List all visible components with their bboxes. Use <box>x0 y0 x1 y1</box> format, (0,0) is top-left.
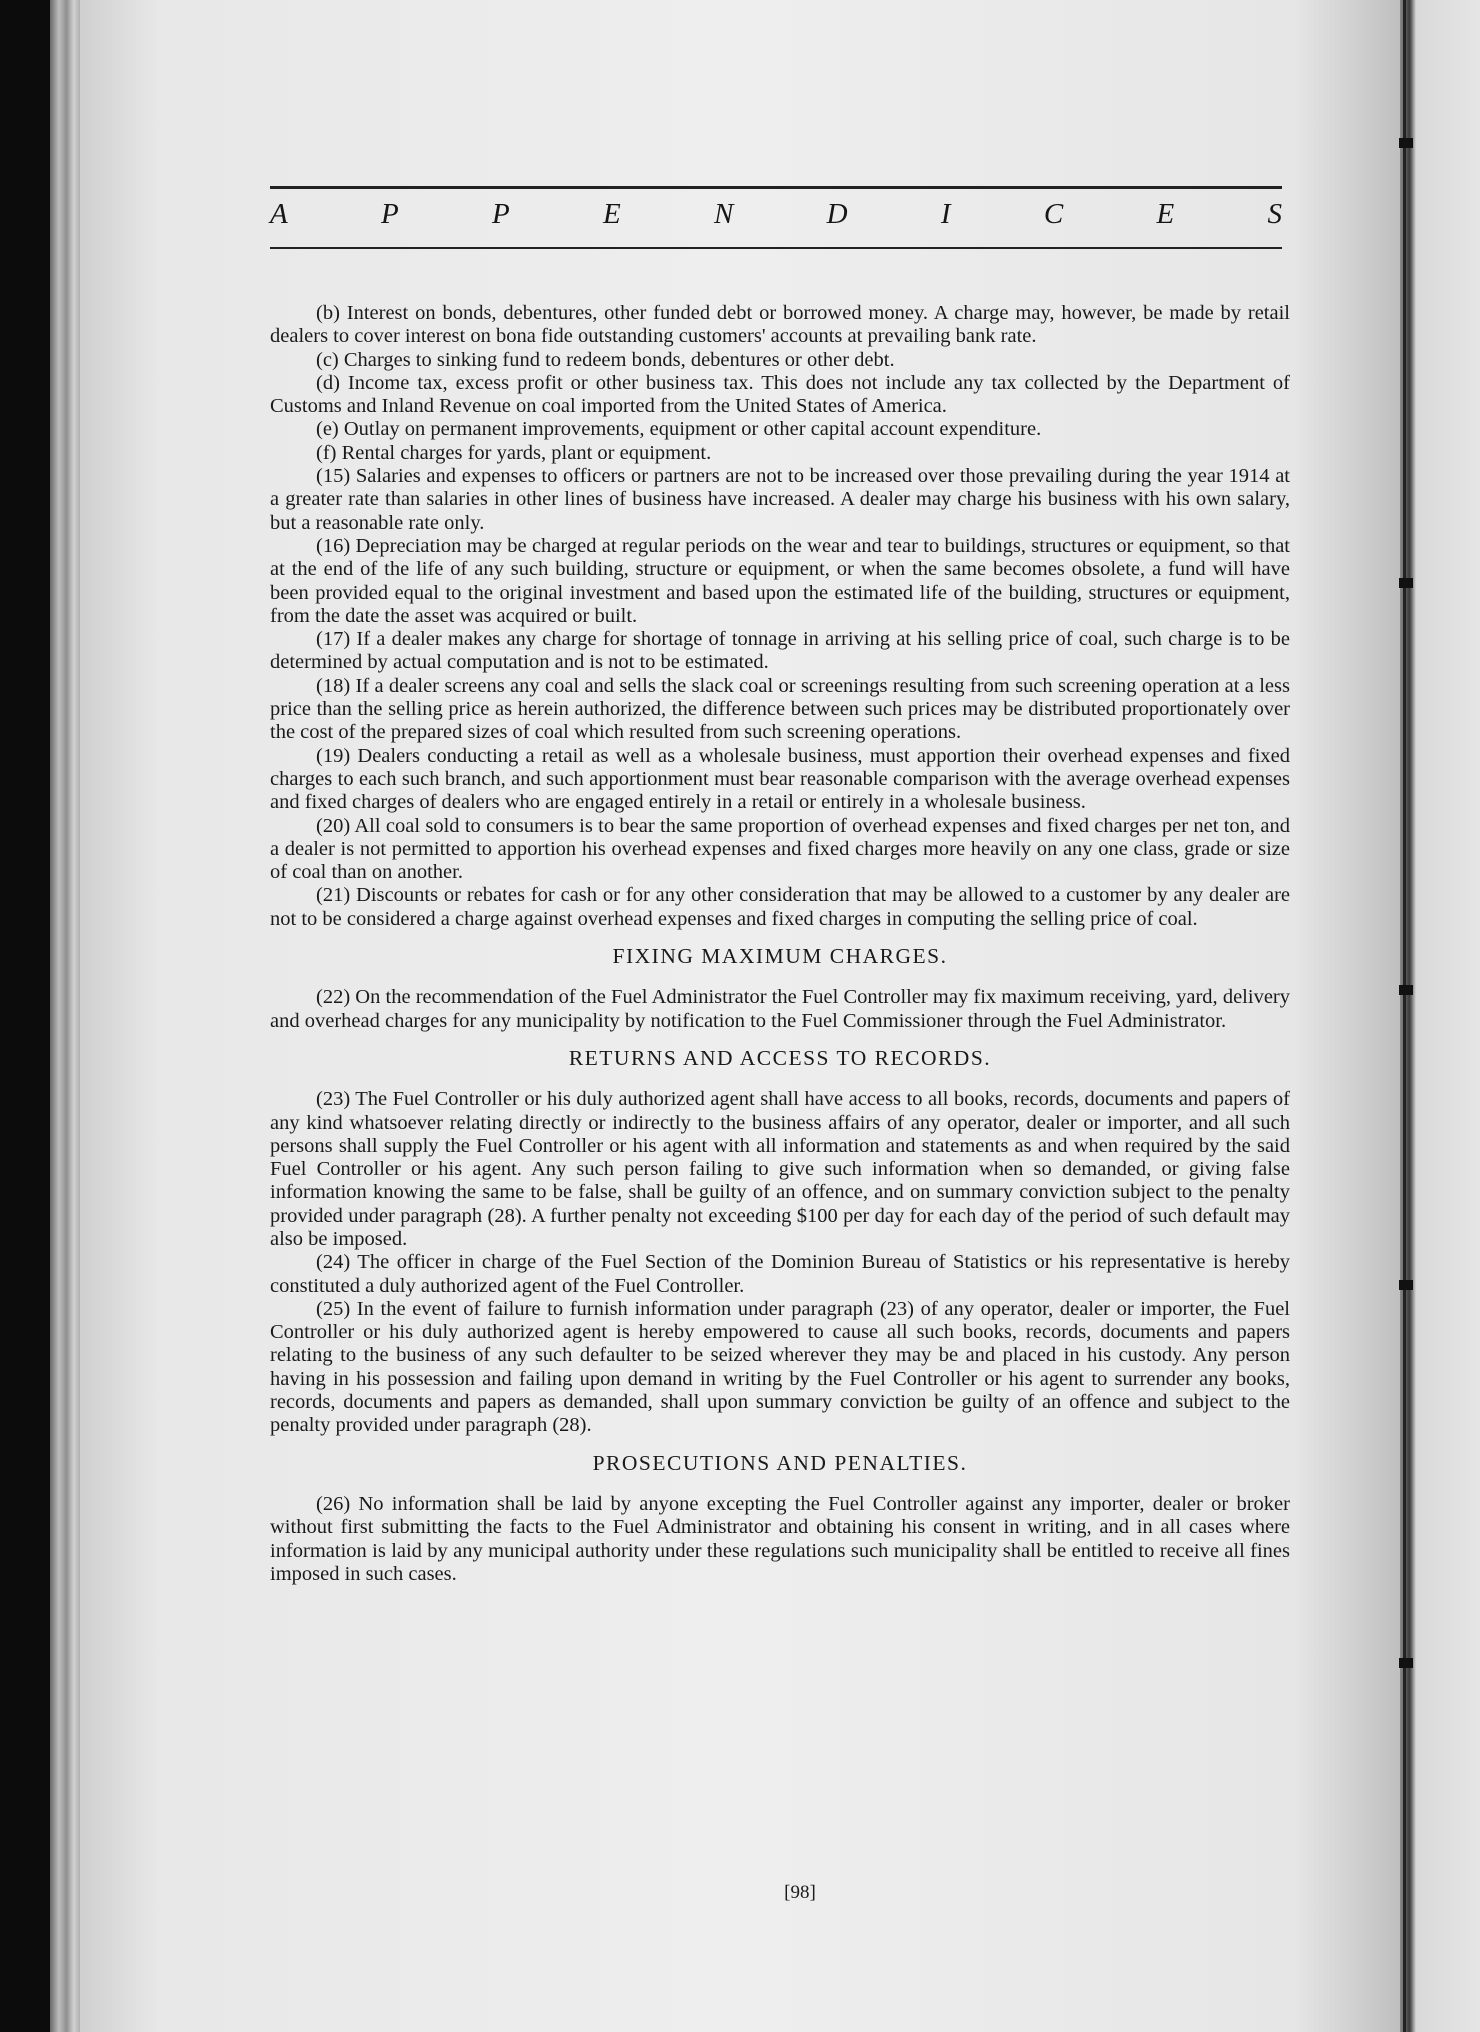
header-letter: E <box>1156 198 1175 230</box>
paragraph-18: (18) If a dealer screens any coal and sells the slack coal or screenings resulting from such screening operation at a less price than the selling price as herein authorized, the difference between such prices may be distributed proportionately over the cost of the prepared sizes of coal which resulted from such screening operations. <box>270 674 1290 744</box>
paragraph-c: (c) Charges to sinking fund to redeem bonds, debentures or other debt. <box>316 348 895 371</box>
header-letter: P <box>492 198 510 230</box>
facing-page-edge <box>1400 0 1480 2032</box>
binding-tab <box>1399 138 1413 148</box>
page-edges <box>50 0 80 2032</box>
paragraph-21: (21) Discounts or rebates for cash or for any other consideration that may be allowed to a customer by any dealer are not to be considered a charge against overhead expenses and fixed charges in computing the selling price of coal. <box>270 884 1290 930</box>
header-letter: S <box>1267 198 1282 230</box>
paragraph-f: (f) Rental charges for yards, plant or equipment. <box>316 441 712 464</box>
section-heading-prosecutions: PROSECUTIONS AND PENALTIES. <box>592 1450 968 1475</box>
paragraph-17: (17) If a dealer makes any charge for shortage of tonnage in arriving at his selling price of coal, such charge is to be determined by actual computation and is not to be estimated. <box>270 628 1290 674</box>
header-letter: N <box>714 198 734 230</box>
body-text <box>270 302 1290 1586</box>
binding-tab <box>1399 1280 1413 1290</box>
binding-tab <box>1399 1658 1413 1668</box>
paragraph-19: (19) Dealers conducting a retail as well as a wholesale business, must apportion their overhead expenses and fixed charges to each such branch, and such apportionment must bear reasonable comparison with the average overhead expenses and fixed charges of dealers who are engaged entirely in a retail or entirely in a wholesale business. <box>270 744 1290 814</box>
section-heading-returns: RETURNS AND ACCESS TO RECORDS. <box>568 1045 992 1070</box>
header-letter: I <box>940 198 951 230</box>
paragraph-16: (16) Depreciation may be charged at regular periods on the wear and tear to buildings, structures or equipment, so that at the end of the life of any such building, structure or equipment, or when the same becomes obsolete, a fund will have been provided equal to the original investment and based upon the estimated life of the building, structures or equipment, from the date the asset was acquired or built. <box>270 534 1290 627</box>
page-number: [98] <box>784 1882 816 1903</box>
gutter-line <box>1403 0 1406 2032</box>
binding-tab <box>1399 578 1413 588</box>
paragraph-e: (e) Outlay on permanent improvements, equipment or other capital account expenditure. <box>316 418 1042 441</box>
paragraph-20: (20) All coal sold to consumers is to bear the same proportion of overhead expenses and fixed charges per net ton, and a dealer is not permitted to apportion his overhead expenses and fixed charges more heavily on any one class, grade or size of coal than on another. <box>270 814 1290 884</box>
header-rule-top <box>270 186 1282 189</box>
section-heading-fixing: FIXING MAXIMUM CHARGES. <box>612 944 948 969</box>
header-letter: E <box>603 198 621 230</box>
binding-tab <box>1399 985 1413 995</box>
paragraph-24: (24) The officer in charge of the Fuel Section of the Dominion Bureau of Statistics or his representative is hereby constituted a duly authorized agent of the Fuel Controller. <box>270 1251 1290 1297</box>
paragraph-25: (25) In the event of failure to furnish information under paragraph (23) of any operator, dealer or importer, the Fuel Controller or his duly authorized agent is hereby empowered to cause all such books, records, documents and papers relating to the business of any such defaulter to be seized wherever they may be and placed in his custody. Any person having in his possession and failing upon demand in writing by the Fuel Controller or his agent to surrender any books, records, documents and papers as demanded, shall upon summary conviction be guilty of an offence and subject to the penalty provided under paragraph (28). <box>270 1297 1290 1437</box>
paragraph-23: (23) The Fuel Controller or his duly authorized agent shall have access to all books, records, documents and papers of any kind whatsoever relating directly or indirectly to the business affairs of any operator, dealer or importer, and all such persons shall supply the Fuel Controller or his agent with all information and statements as and when required by the said Fuel Controller or his agent. Any such person failing to give such information when so demanded, or giving false information knowing the same to be false, shall be guilty of an offence, and on summary conviction subject to the penalty provided under paragraph (28). A further penalty not exceeding $100 per day for each day of the period of such default may also be imposed. <box>270 1088 1290 1250</box>
running-header <box>270 198 1282 238</box>
paragraph-15: (15) Salaries and expenses to officers or partners are not to be increased over those prevailing during the year 1914 at a greater rate than salaries in other lines of business have increased. A dealer may charge his business with his own salary, but a reasonable rate only. <box>270 465 1290 534</box>
paragraph-b: (b) Interest on bonds, debentures, other funded debt or borrowed money. A charge may, however, be made by retail dealers to cover interest on bona fide outstanding customers' accounts at prevailing bank rate. <box>270 302 1290 348</box>
header-rule-bottom <box>270 247 1282 249</box>
header-letter: A <box>270 198 288 230</box>
header-letter: P <box>381 198 399 230</box>
paragraph-22: (22) On the recommendation of the Fuel Administrator the Fuel Controller may fix maximum receiving, yard, delivery and overhead charges for any municipality by notification to the Fuel Commissioner through the Fuel Administrator. <box>270 986 1290 1032</box>
paragraph-26: (26) No information shall be laid by anyone excepting the Fuel Controller against any importer, dealer or broker without first submitting the facts to the Fuel Administrator and obtaining his consent in writing, and in all cases where information is laid by any municipal authority under these regulations such municipality shall be entitled to receive all fines imposed in such cases. <box>270 1492 1290 1585</box>
paragraph-d: (d) Income tax, excess profit or other business tax. This does not include any tax collected by the Department of Customs and Inland Revenue on coal imported from the United States of America. <box>270 371 1290 418</box>
header-letter: D <box>826 198 848 230</box>
header-letter: C <box>1043 198 1064 230</box>
